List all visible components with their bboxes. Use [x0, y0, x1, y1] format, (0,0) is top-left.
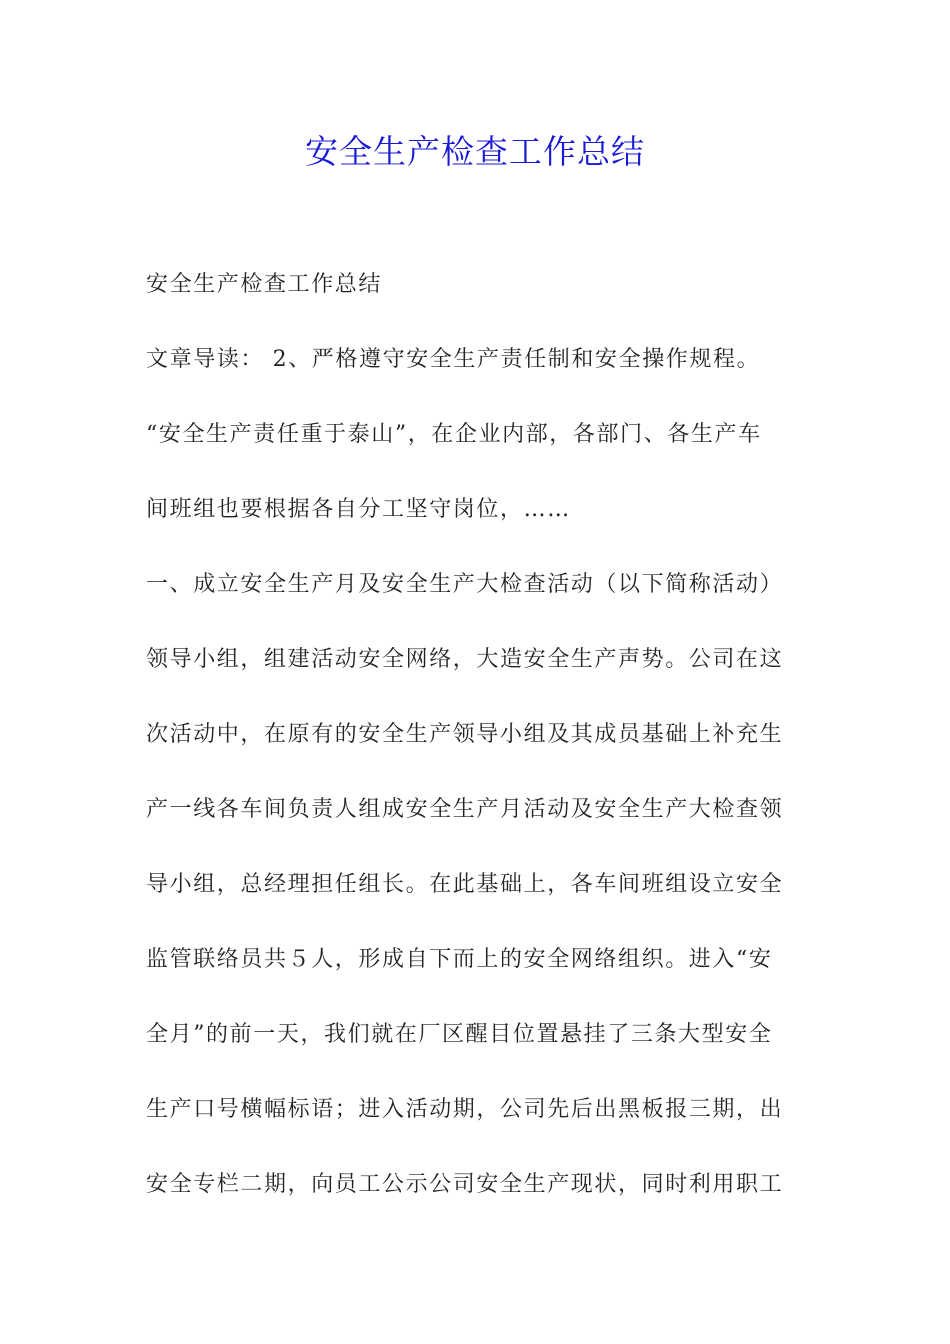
body-line: 一、成立安全生产月及安全生产大检查活动（以下简称活动） [146, 572, 784, 597]
body-line: 安全生产检查工作总结 [146, 272, 383, 297]
body-line: “安全生产责任重于泰山”，在企业内部，各部门、各生产车 [146, 422, 762, 447]
body-line: 生产口号横幅标语；进入活动期，公司先后出黑板报三期，出 [146, 1097, 784, 1122]
document-body [146, 266, 806, 1241]
body-line: 安全专栏二期，向员工公示公司安全生产现状，同时利用职工 [146, 1172, 784, 1197]
body-line: 导小组，总经理担任组长。在此基础上，各车间班组设立安全 [146, 872, 784, 897]
body-line: 监管联络员共５人，形成自下而上的安全网络组织。进入“安 [146, 947, 773, 972]
body-line: 领导小组，组建活动安全网络，大造安全生产声势。公司在这 [146, 647, 784, 672]
body-line: 产一线各车间负责人组成安全生产月活动及安全生产大检查领 [146, 797, 784, 822]
body-line: 间班组也要根据各自分工坚守岗位，…… [146, 497, 571, 522]
document-title: 安全生产检查工作总结 [305, 132, 645, 171]
body-line: 次活动中，在原有的安全生产领导小组及其成员基础上补充生 [146, 722, 784, 747]
body-line: 文章导读： 2、严格遵守安全生产责任制和安全操作规程。 [146, 347, 761, 372]
body-line: 全月”的前一天，我们就在厂区醒目位置悬挂了三条大型安全 [146, 1022, 773, 1047]
